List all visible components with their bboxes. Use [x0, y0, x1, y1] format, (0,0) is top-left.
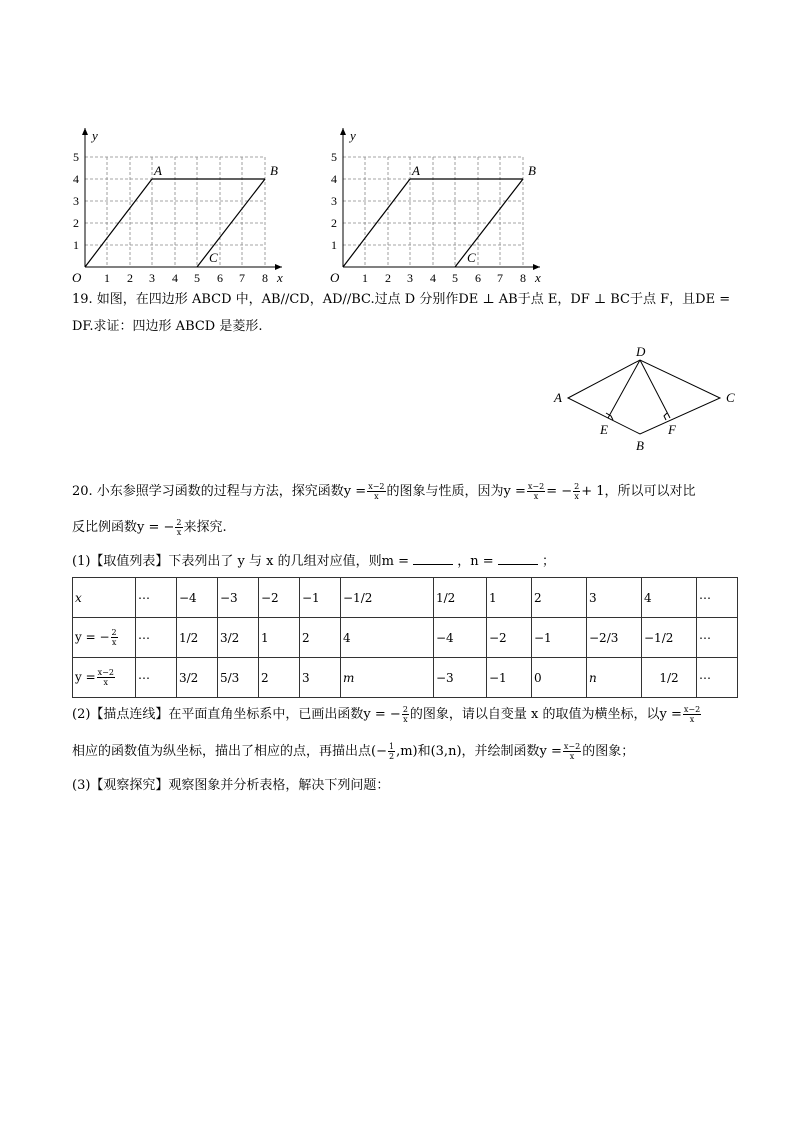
svg-text:3: 3	[73, 194, 79, 208]
svg-text:F: F	[668, 422, 676, 437]
svg-text:D: D	[636, 344, 646, 359]
svg-text:B: B	[528, 163, 536, 178]
svg-text:8: 8	[262, 271, 268, 285]
svg-text:C: C	[467, 250, 476, 265]
svg-text:1: 1	[331, 238, 337, 252]
svg-text:6: 6	[217, 271, 223, 285]
svg-text:5: 5	[194, 271, 200, 285]
svg-text:7: 7	[497, 271, 503, 285]
svg-text:3: 3	[149, 271, 155, 285]
svg-text:x: x	[535, 270, 541, 285]
rhombus-figure	[548, 340, 738, 455]
svg-text:6: 6	[475, 271, 481, 285]
svg-text:y: y	[350, 128, 356, 143]
svg-text:4: 4	[331, 172, 337, 186]
svg-text:B: B	[636, 438, 644, 453]
svg-text:5: 5	[452, 271, 458, 285]
svg-text:2: 2	[385, 271, 391, 285]
svg-text:4: 4	[430, 271, 436, 285]
origin-label: O	[72, 270, 82, 285]
svg-text:A: A	[554, 390, 562, 405]
q20-part1: (1)【取值列表】下表列出了 y 与 x 的几组对应值，则m = ，n = ；	[72, 554, 555, 569]
q20-part3: (3)【观察探究】观察图象并分析表格，解决下列问题：	[72, 778, 390, 793]
table-row: y = − $\frac{2}{x}$ ⋯ 1/2 3/2 1 2 4 −4 −2 −1 −2/3 −1/2 ⋯	[73, 618, 738, 658]
q19-line2: DF.求证：四边形 ABCD 是菱形.	[72, 319, 263, 334]
svg-text:5: 5	[73, 150, 79, 164]
svg-text:1: 1	[104, 271, 110, 285]
svg-text:E: E	[600, 422, 608, 437]
table-row: x ⋯ −4 −3 −2 −1 −1/2 1/2 1 2 3 4 ⋯	[73, 578, 738, 618]
value-table	[72, 577, 738, 698]
svg-text:8: 8	[520, 271, 526, 285]
q19-line1: 19. 如图，在四边形 ABCD 中，AB//CD，AD//BC.过点 D 分别作DE ⊥ AB于点 E，DF ⊥ BC于点 F，且DE =	[72, 292, 731, 307]
svg-text:2: 2	[331, 216, 337, 230]
svg-text:3: 3	[407, 271, 413, 285]
graph-left	[62, 120, 292, 285]
svg-text:1: 1	[362, 271, 368, 285]
svg-text:1: 1	[73, 238, 79, 252]
x-axis-label: x	[277, 270, 283, 285]
q20-part2-line1: (2)【描点连线】在平面直角坐标系中，已画出函数y = − $\frac{2}{x}$ 的图象，请以自变量 x 的取值为横坐标，以y = $\frac{x-2}{x}$	[72, 705, 701, 724]
point-a-label: A	[154, 163, 162, 178]
svg-text:7: 7	[239, 271, 245, 285]
svg-text:2: 2	[127, 271, 133, 285]
svg-text:4: 4	[172, 271, 178, 285]
q20-line1: 20. 小东参照学习函数的过程与方法，探究函数y = $\frac{x-2}{x}$ 的图象与性质，因为y = $\frac{x-2}{x}$ = − $\frac{2}{x}$ + 1，所以可以对比	[72, 482, 696, 501]
svg-text:3: 3	[331, 194, 337, 208]
svg-text:4: 4	[73, 172, 79, 186]
y-axis-label: y	[92, 128, 98, 143]
svg-text:2: 2	[73, 216, 79, 230]
table-row: y = $\frac{x-2}{x}$ ⋯ 3/2 5/3 2 3 m −3 −1 0 n 1/2 ⋯	[73, 658, 738, 698]
point-b-label: B	[270, 163, 278, 178]
graph-right	[320, 120, 550, 285]
svg-text:5: 5	[331, 150, 337, 164]
q20-line2: 反比例函数y = − $\frac{2}{x}$ 来探究.	[72, 518, 227, 537]
q20-part2-line2: 相应的函数值为纵坐标，描出了相应的点，再描出点(− $\frac{1}{2}$ ,m)和(3,n)，并绘制函数y = $\frac{x-2}{x}$ 的图象；	[72, 742, 635, 761]
svg-text:A: A	[412, 163, 420, 178]
point-c-label: C	[209, 250, 218, 265]
svg-text:O: O	[330, 270, 340, 285]
svg-text:C: C	[726, 390, 735, 405]
